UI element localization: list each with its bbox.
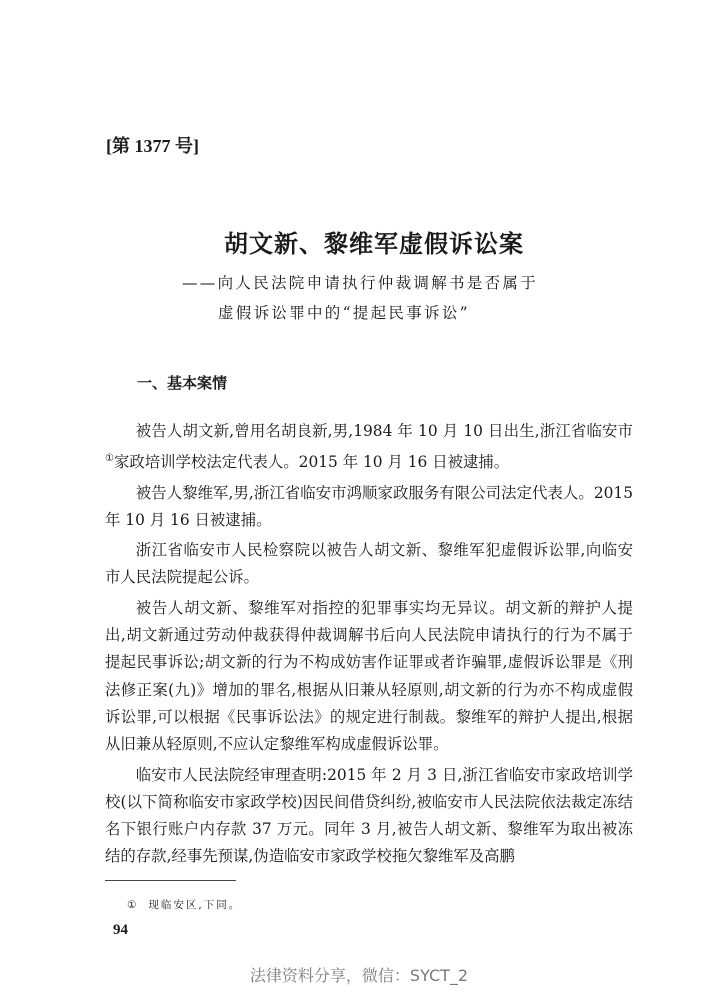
- case-number: [第 1377 号]: [106, 136, 199, 156]
- footnote: [127, 897, 241, 912]
- footnote-divider: [105, 880, 236, 881]
- body-text: [105, 418, 633, 871]
- paragraph: 被告人黎维军,男,浙江省临安市鸿顺家政服务有限公司法定代表人。2015 年 10 月 16 日被逮捕。: [105, 483, 633, 529]
- footnote-mark: ①: [127, 899, 139, 911]
- paragraph-text: 被告人胡文新,曾用名胡良新,男,1984 年 10 月 10 日出生,浙江省临安市: [135, 422, 633, 440]
- case-title: [0, 224, 718, 259]
- case-subtitle-line2: 虚假诉讼罪中的“提起民事诉讼”: [218, 304, 470, 322]
- paragraph: 临安市人民法院经审理查明:2015 年 2 月 3 日,浙江省临安市家政培训学校(以下简称临安市家政学校)因民间借贷纠纷,被临安市人民法院依法裁定冻结名下银行账户内存款 37 万元。同年 3 月,被告人胡文新、黎维军为取出被冻结的存款,经事先预谋,伪造临安市家政学校拖欠黎维军及高鹏: [105, 765, 633, 866]
- footnote-reference: ①: [105, 453, 114, 465]
- paragraph-text: 家政培训学校法定代表人。2015 年 10 月 16 日被逮捕。: [113, 453, 510, 472]
- case-subtitle-line1: ——向人民法院申请执行仲裁调解书是否属于: [182, 274, 539, 292]
- paragraph: 浙江省临安市人民检察院以被告人胡文新、黎维军犯虚假诉讼罪,向临安市人民法院提起公诉。: [105, 541, 633, 587]
- case-title-text: 胡文新、黎维军虚假诉讼案: [224, 229, 524, 258]
- section-heading: 一、基本案情: [137, 374, 228, 392]
- page-number: 94: [113, 922, 128, 938]
- paragraph: [105, 418, 633, 477]
- watermark: 法律资料分享，微信：SYCT_2: [249, 966, 469, 985]
- paragraph: 被告人胡文新、黎维军对指控的犯罪事实均无异议。胡文新的辩护人提出,胡文新通过劳动仲裁获得仲裁调解书后向人民法院申请执行的行为不属于提起民事诉讼;胡文新的行为不构成妨害作证罪或者诈骗罪,虚假诉讼罪是《刑法修正案(九)》增加的罪名,根据从旧兼从轻原则,胡文新的行为亦不构成虚假诉讼罪,可以根据《民事诉讼法》的规定进行制裁。黎维军的辩护人提出,根据从旧兼从轻原则,不应认定黎维军构成虚假诉讼罪。: [105, 598, 633, 754]
- footnote-text: 现临安区,下同。: [148, 899, 242, 911]
